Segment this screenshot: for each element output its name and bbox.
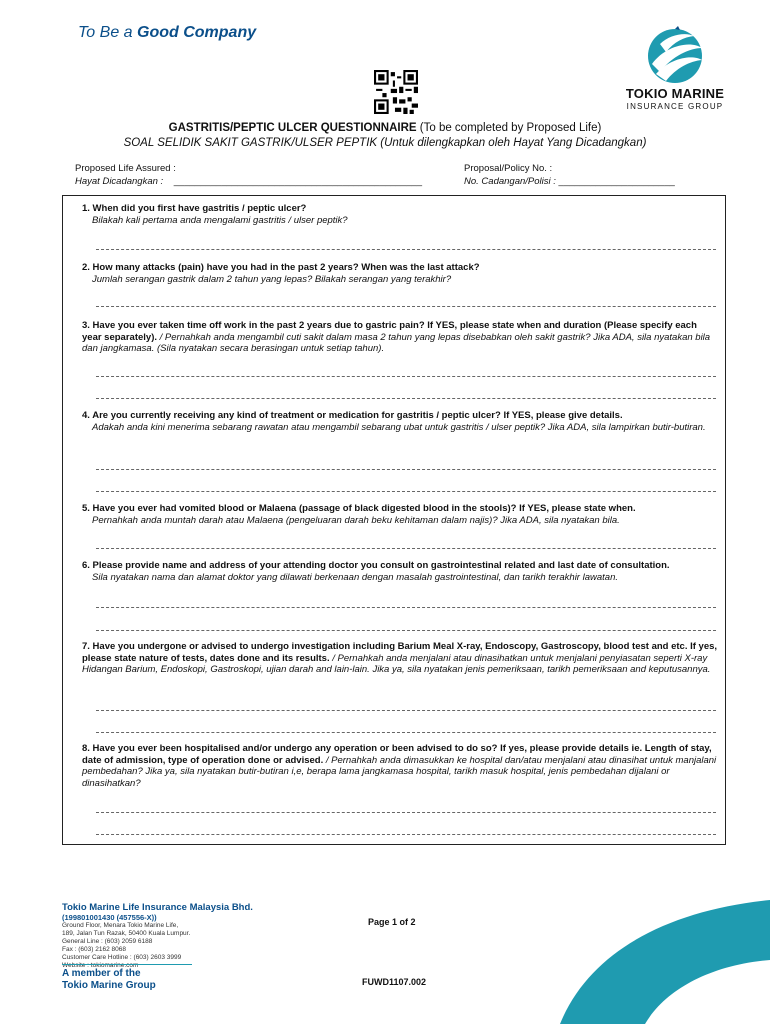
proposed-life-label: Proposed Life Assured :	[75, 163, 176, 174]
question-8: 8. Have you ever been hospitalised and/or undergo any operation or been advised to do so? If yes, please provide details ie. Length of stay, date of admission, type of operation done or advised. / Pernahkah anda dimasukkan ke hospital dan/atau menjalani atau dinasihat untuk manjalani pembedahan? Jika ya, sila nyatakan butir-butiran i,e, berapa lama jangkamasa hospital, tarikh masuk hospital, jenis pembedahan dijalani or dinasihatkan?	[82, 743, 717, 789]
footer-reg-no: (199801001430 (457556-X))	[62, 913, 157, 922]
brand-swoosh-icon	[440, 830, 770, 1024]
policy-no-label-my: No. Cadangan/Polisi :	[464, 176, 556, 187]
proposed-life-label-my: Hayat Dicadangkan :	[75, 176, 164, 187]
logo-name: TOKIO MARINE	[625, 86, 725, 101]
proposed-life-field	[75, 162, 422, 188]
footer-company: Tokio Marine Life Insurance Malaysia Bhd.	[62, 902, 253, 913]
policy-no-input[interactable]: ______________________	[558, 176, 675, 187]
answer-line-6a[interactable]	[96, 607, 716, 608]
answer-line-7a[interactable]	[96, 710, 716, 711]
question-6: 6. Please provide name and address of your attending doctor you consult on gastrointestinal related and last date of consultation. Sila nyatakan nama dan alamat doktor yang dilawati berkenaan dengan masalah gastrointestinal, dan tarikh terakhir lawatan.	[82, 560, 670, 583]
question-3: 3. Have you ever taken time off work in the past 2 years due to gastric pain? If YES, please state when and duration (Please specify each year separately). / Pernahkah anda mengambil cuti sakit dalam masa 2 tahun yang lepas disebabkan oleh sakit gastrik? Jika ADA, sila nyatakan bila dan jangkamasa. (Sila nyatakan secara berasingan untuk setiap tahun).	[82, 320, 711, 354]
proposed-life-input[interactable]: _______________________________________________	[173, 176, 423, 187]
answer-line-8a[interactable]	[96, 812, 716, 813]
answer-line-1[interactable]	[96, 249, 716, 250]
footer-address: Ground Floor, Menara Tokio Marine Life, 189, Jalan Tun Razak, 50400 Kuala Lumpur. General Line : (603) 2059 6188 Fax : (603) 2162 8068 Customer Care Hotline : (603) 2603 3999 Website : tokiomarine.com	[62, 922, 191, 969]
question-4: 4. Are you currently receiving any kind of treatment or medication for gastritis / peptic ulcer? If YES, please give details. Adakah anda kini menerima sebarang rawatan atau mengambil sebarang ubat untuk gastritis / ulser peptik? Jika ADA, sila lampirkan butir-butiran.	[82, 410, 706, 433]
answer-line-3a[interactable]	[96, 376, 716, 377]
policy-no-field	[464, 162, 675, 188]
logo-group: INSURANCE GROUP	[626, 102, 724, 111]
slogan: To Be a Good Company	[78, 24, 257, 41]
qr-code-icon	[374, 70, 418, 114]
footer-member: A member of the Tokio Marine Group	[62, 968, 156, 991]
answer-line-4b[interactable]	[96, 491, 716, 492]
footer-divider	[62, 964, 192, 965]
form-subtitle: SOAL SELIDIK SAKIT GASTRIK/ULSER PEPTIK (Untuk dilengkapkan oleh Hayat Yang Dicadangkan)	[123, 137, 647, 149]
page-number: Page 1 of 2	[368, 917, 416, 927]
answer-line-4a[interactable]	[96, 469, 716, 470]
question-1: 1. When did you first have gastritis / peptic ulcer? Bilakah kali pertama anda mengalami gastritis / ulser peptik?	[82, 203, 348, 226]
answer-line-6b[interactable]	[96, 630, 716, 631]
question-2: 2. How many attacks (pain) have you had in the past 2 years? When was the last attack? Jumlah serangan gastrik dalam 2 tahun yang lepas? Bilakah serangan yang terakhir?	[82, 262, 480, 285]
question-7: 7. Have you undergone or advised to undergo investigation including Barium Meal X-ray, Endoscopy, Gastroscopy, blood test and etc. If yes, please state nature of tests, dates done and its results. / Pernahkah anda menjalani atau dinasihatkan untuk menjalani penyiasatan seperti X-ray Hidangan Barium, Endoskopi, Gastroskopi, ujian darah and lain-lain. Jika ya, sila nyatakan jenis pemeriksaan, tarikh pemeriksaan and keputusannya.	[82, 641, 718, 675]
answer-line-7b[interactable]	[96, 732, 716, 733]
question-5: 5. Have you ever had vomited blood or Malaena (passage of black digested blood in the stools)? If YES, please state when. Pernahkah anda muntah darah atau Malaena (pengeluaran darah beku kehitaman dalam najis)? Jika ADA, sila nyatakan bila.	[82, 503, 636, 526]
answer-line-2[interactable]	[96, 306, 716, 307]
policy-no-label: Proposal/Policy No. :	[464, 163, 553, 174]
form-title: GASTRITIS/PEPTIC ULCER QUESTIONNAIRE (To be completed by Proposed Life)	[168, 122, 602, 134]
answer-line-3b[interactable]	[96, 398, 716, 399]
answer-line-5[interactable]	[96, 548, 716, 549]
form-number: FUWD1107.002	[362, 977, 427, 987]
